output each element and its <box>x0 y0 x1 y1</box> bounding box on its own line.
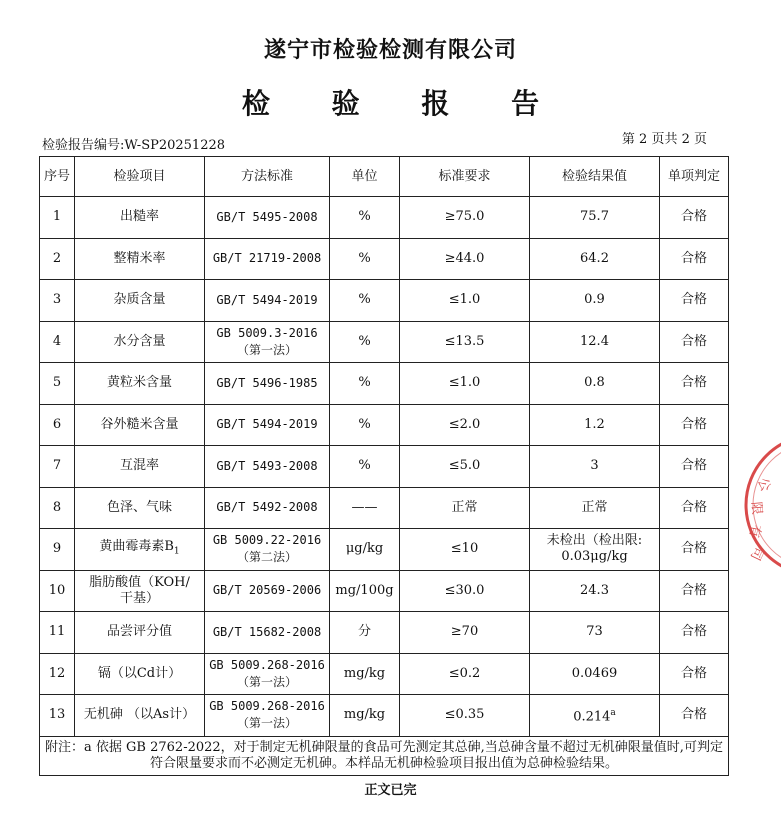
row-number-text: 13 <box>48 707 66 723</box>
requirement <box>400 487 530 529</box>
method-text: GB/T 5494-2019 <box>216 292 318 307</box>
row-number <box>40 404 75 446</box>
result <box>530 570 660 612</box>
requirement-text: ≤10 <box>450 541 479 557</box>
table-row <box>40 487 729 529</box>
result <box>530 653 660 695</box>
requirement <box>400 363 530 405</box>
judgement-text: 合格 <box>680 458 707 474</box>
requirement-text: ≤13.5 <box>444 333 485 349</box>
requirement-text: ≥70 <box>450 624 479 640</box>
result-subtext: 0.03μg/kg <box>561 549 628 565</box>
judgement <box>660 695 729 737</box>
header-cell: 标准要求 <box>400 157 530 197</box>
unit <box>330 570 400 612</box>
judgement-text: 合格 <box>680 209 707 225</box>
judgement <box>660 570 729 612</box>
unit <box>330 321 400 363</box>
row-number-text: 3 <box>52 292 62 308</box>
report-number: 检验报告编号:W-SP20251228 <box>42 138 226 153</box>
method-standard <box>205 529 330 571</box>
test-item-text: 品尝评分值 <box>106 624 172 640</box>
judgement <box>660 529 729 571</box>
method-text: GB/T 5495-2008 <box>216 209 318 224</box>
method-text: GB/T 21719-2008 <box>212 251 322 266</box>
unit <box>330 280 400 322</box>
result-text: 73 <box>586 624 603 640</box>
test-item <box>75 695 205 737</box>
judgement <box>660 321 729 363</box>
requirement <box>400 404 530 446</box>
requirement <box>400 280 530 322</box>
method-text: GB/T 20569-2006 <box>212 583 322 598</box>
unit-text: % <box>358 333 371 349</box>
row-number <box>40 321 75 363</box>
result <box>530 238 660 280</box>
test-item-text: 黄曲霉毒素B <box>99 538 174 554</box>
test-item-text: 谷外糙米含量 <box>100 416 179 432</box>
test-item-text: 色泽、气味 <box>106 499 172 515</box>
test-item <box>75 653 205 695</box>
judgement-text: 合格 <box>680 375 707 391</box>
test-item-text: 互混率 <box>119 458 159 474</box>
judgement-text: 合格 <box>680 250 707 266</box>
result-text: 1.2 <box>584 416 605 432</box>
test-item <box>75 446 205 488</box>
unit-text: % <box>358 416 371 432</box>
judgement-text: 合格 <box>680 624 707 640</box>
judgement <box>660 446 729 488</box>
test-item <box>75 197 205 239</box>
result-text: 12.4 <box>580 333 609 349</box>
test-item <box>75 363 205 405</box>
requirement-text: ≤0.35 <box>444 707 485 723</box>
test-item-text: 无机砷 （以As计） <box>83 707 196 723</box>
result <box>530 321 660 363</box>
method-text: GB/T 15682-2008 <box>212 624 322 639</box>
requirement-text: ≥44.0 <box>444 250 485 266</box>
seal-char: 司 <box>746 544 766 563</box>
unit-text: mg/100g <box>335 582 394 598</box>
unit <box>330 529 400 571</box>
row-number-text: 7 <box>52 458 62 474</box>
method-standard <box>205 487 330 529</box>
test-item-text: 水分含量 <box>113 333 166 349</box>
method-standard <box>205 612 330 654</box>
note-row <box>40 736 729 775</box>
method-standard <box>205 363 330 405</box>
page-indicator: 第 2 页共 2 页 <box>621 132 707 147</box>
seal-char: 有 <box>745 523 763 539</box>
unit-text: —— <box>351 499 378 515</box>
result-superscript: a <box>610 708 616 719</box>
result-text: 3 <box>590 458 599 474</box>
header-cell: 方法标准 <box>205 157 330 197</box>
header-cell: 序号 <box>40 157 75 197</box>
row-number-text: 4 <box>52 333 62 349</box>
method-subtext: （第二法） <box>236 550 297 565</box>
judgement-text: 合格 <box>680 499 707 515</box>
row-number-text: 2 <box>52 250 62 266</box>
test-item-text: 整精米率 <box>113 250 166 266</box>
row-number <box>40 487 75 529</box>
table-row <box>40 446 729 488</box>
requirement <box>400 695 530 737</box>
row-number-text: 11 <box>48 624 66 640</box>
judgement-text: 合格 <box>680 582 707 598</box>
result <box>530 363 660 405</box>
requirement <box>400 321 530 363</box>
method-standard <box>205 321 330 363</box>
unit-text: mg/kg <box>343 665 386 681</box>
unit-text: % <box>358 250 371 266</box>
result-text: 0.9 <box>584 292 605 308</box>
unit <box>330 653 400 695</box>
row-number-text: 1 <box>52 209 62 225</box>
result-text: 0.8 <box>584 375 605 391</box>
row-number <box>40 529 75 571</box>
result-text: 64.2 <box>580 250 609 266</box>
unit <box>330 238 400 280</box>
judgement <box>660 612 729 654</box>
requirement <box>400 238 530 280</box>
row-number <box>40 197 75 239</box>
method-standard <box>205 280 330 322</box>
official-seal <box>736 440 781 570</box>
judgement-text: 合格 <box>680 292 707 308</box>
header-cell: 检验项目 <box>75 157 205 197</box>
table-row <box>40 321 729 363</box>
test-item-subscript: 1 <box>173 546 180 557</box>
row-number-text: 12 <box>48 665 66 681</box>
judgement <box>660 197 729 239</box>
result-text: 0.214 <box>573 709 611 725</box>
method-text: GB 5009.22-2016 <box>212 533 322 548</box>
result <box>530 404 660 446</box>
test-item <box>75 404 205 446</box>
judgement-text: 合格 <box>680 541 707 557</box>
test-item-text: 黄粒米含量 <box>106 375 172 391</box>
table-row <box>40 529 729 571</box>
method-text: GB/T 5493-2008 <box>216 458 318 473</box>
table-row <box>40 612 729 654</box>
unit <box>330 363 400 405</box>
requirement-text: ≤0.2 <box>448 665 481 681</box>
unit <box>330 446 400 488</box>
result-text: 0.0469 <box>571 665 618 681</box>
unit-text: % <box>358 292 371 308</box>
judgement <box>660 363 729 405</box>
result <box>530 612 660 654</box>
row-number <box>40 653 75 695</box>
header-cell: 单项判定 <box>660 157 729 197</box>
result-text: 24.3 <box>580 582 609 598</box>
table-row <box>40 238 729 280</box>
unit-text: % <box>358 209 371 225</box>
result <box>530 695 660 737</box>
table-header <box>40 157 729 197</box>
unit <box>330 197 400 239</box>
row-number <box>40 612 75 654</box>
judgement-text: 合格 <box>680 416 707 432</box>
method-text: GB/T 5492-2008 <box>216 500 318 515</box>
test-item <box>75 570 205 612</box>
judgement <box>660 280 729 322</box>
row-number-text: 10 <box>48 582 66 598</box>
method-subtext: （第一法） <box>236 716 297 731</box>
requirement-text: ≤2.0 <box>448 416 481 432</box>
header-cell: 检验结果值 <box>530 157 660 197</box>
method-standard <box>205 197 330 239</box>
unit-text: % <box>358 375 371 391</box>
method-standard <box>205 695 330 737</box>
table-row <box>40 695 729 737</box>
row-number <box>40 363 75 405</box>
test-item-text-2: 干基） <box>119 590 159 606</box>
seal-char: 限 <box>748 501 765 516</box>
requirement-text: ≤30.0 <box>444 582 485 598</box>
note-cell <box>40 736 729 775</box>
requirement <box>400 612 530 654</box>
requirement-text: 正常 <box>451 499 478 515</box>
row-number-text: 5 <box>52 375 62 391</box>
unit <box>330 404 400 446</box>
judgement-text: 合格 <box>680 665 707 681</box>
note-text: 附注：a 依据 GB 2762-2022，对于制定无机砷限量的食品可先测定其总砷,当总砷含量不超过无机砷限量值时,可判定符合限量要求而不必测定无机砷。本样品无机砷检验项目报出值为总砷检验结果。 <box>45 739 723 771</box>
row-number <box>40 238 75 280</box>
requirement <box>400 446 530 488</box>
test-item <box>75 280 205 322</box>
unit-text: μg/kg <box>345 541 384 557</box>
method-subtext: （第一法） <box>236 674 297 689</box>
table-row <box>40 404 729 446</box>
judgement-text: 合格 <box>680 333 707 349</box>
test-item-text: 脂肪酸值（KOH/ <box>89 574 190 590</box>
judgement <box>660 404 729 446</box>
result <box>530 446 660 488</box>
footer-text: 正文已完 <box>364 783 417 798</box>
table-row <box>40 197 729 239</box>
unit <box>330 487 400 529</box>
judgement-text: 合格 <box>680 707 707 723</box>
method-standard <box>205 404 330 446</box>
result-text: 正常 <box>581 499 608 515</box>
table-row <box>40 653 729 695</box>
requirement-text: ≤1.0 <box>448 375 481 391</box>
test-item <box>75 238 205 280</box>
method-standard <box>205 446 330 488</box>
table-row <box>40 570 729 612</box>
test-item-text: 杂质含量 <box>113 292 166 308</box>
method-standard <box>205 653 330 695</box>
method-text: GB 5009.268-2016 <box>209 699 325 714</box>
seal-char: 公 <box>754 476 773 494</box>
table-row <box>40 280 729 322</box>
table-row <box>40 363 729 405</box>
judgement <box>660 653 729 695</box>
method-text: GB/T 5494-2019 <box>216 417 318 432</box>
row-number-text: 8 <box>52 499 62 515</box>
method-text: GB 5009.3-2016 <box>216 325 318 340</box>
method-standard <box>205 238 330 280</box>
unit <box>330 695 400 737</box>
method-standard <box>205 570 330 612</box>
method-text: GB 5009.268-2016 <box>209 657 325 672</box>
unit <box>330 612 400 654</box>
requirement <box>400 529 530 571</box>
company-name: 遂宁市检验检测有限公司 <box>263 38 517 63</box>
row-number-text: 6 <box>52 416 62 432</box>
test-item <box>75 529 205 571</box>
requirement-text: ≤5.0 <box>448 458 481 474</box>
test-item-text: 出糙率 <box>119 209 159 225</box>
test-item <box>75 612 205 654</box>
unit-text: 分 <box>357 624 371 640</box>
result <box>530 197 660 239</box>
test-item <box>75 321 205 363</box>
requirement-text: ≤1.0 <box>448 292 481 308</box>
inspection-table <box>39 156 729 776</box>
test-item-text: 镉（以Cd计） <box>97 665 182 681</box>
result-text: 75.7 <box>580 209 609 225</box>
unit-text: mg/kg <box>343 707 386 723</box>
row-number-text: 9 <box>52 541 62 557</box>
row-number <box>40 570 75 612</box>
report-title: 检 验 报 告 <box>241 87 566 120</box>
method-text: GB/T 5496-1985 <box>216 375 318 390</box>
requirement <box>400 197 530 239</box>
row-number <box>40 280 75 322</box>
result <box>530 280 660 322</box>
result <box>530 529 660 571</box>
judgement <box>660 238 729 280</box>
result <box>530 487 660 529</box>
unit-text: % <box>358 458 371 474</box>
result-text: 未检出（检出限: <box>546 533 643 549</box>
requirement-text: ≥75.0 <box>444 209 485 225</box>
header-cell: 单位 <box>330 157 400 197</box>
requirement <box>400 653 530 695</box>
requirement <box>400 570 530 612</box>
row-number <box>40 446 75 488</box>
judgement <box>660 487 729 529</box>
method-subtext: （第一法） <box>236 342 297 357</box>
row-number <box>40 695 75 737</box>
test-item <box>75 487 205 529</box>
